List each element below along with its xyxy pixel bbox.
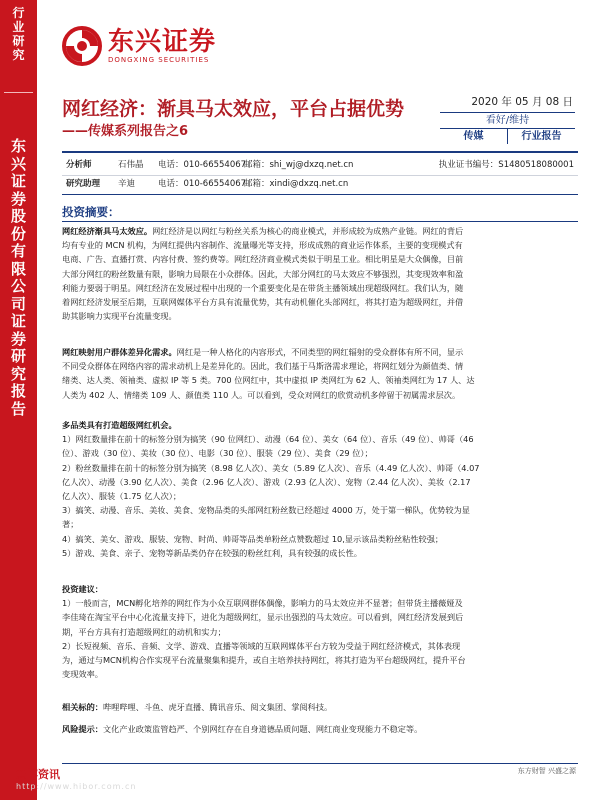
summary-heading: 投资摘要： bbox=[62, 205, 120, 219]
analyst-role: 分析师 bbox=[66, 160, 92, 170]
footer-watermark: http://www.hibor.com.cn bbox=[16, 782, 137, 791]
p2-line: 绪类、达人类、领袖类、虚拟 IP 等 5 类。700 位网红中，其中虚拟 IP 类网红为 62 人、领袖类网红为 17 人、达 bbox=[62, 375, 475, 386]
company-logo bbox=[62, 26, 216, 66]
p1-line: 着网红经济发展至后期，互联网媒体平台方具有流量优势，其有动机催化头部网红，将其打造为超级网红，并借 bbox=[62, 297, 464, 308]
p4-line: 为，通过与MCN机构合作实现平台流量聚集和提升，或自主培养扶持网红，将其打造为平台超级网红，提升平台 bbox=[62, 655, 466, 666]
p6-lead: 风险提示： bbox=[62, 724, 103, 734]
logo-en: DONGXING SECURITIES bbox=[108, 55, 210, 64]
brand-sidebar bbox=[0, 0, 37, 800]
p2-line: 人类为 402 人、情绪类 109 人、颜值类 110 人。可以看到，受众对网红的欣赏动机多停留于初属需求层次。 bbox=[62, 389, 461, 400]
sidebar-category: 行业研究 bbox=[12, 6, 25, 62]
p5-text: 哔哩哔哩、斗鱼、虎牙直播、腾讯音乐、阅文集团、掌阅科技。 bbox=[102, 702, 333, 712]
assistant-name: 辛迪 bbox=[118, 179, 136, 189]
p1-line: 网红经济是以网红与粉丝关系为核心的商业模式，并形成较为成熟产业链。网红的背后 bbox=[152, 226, 464, 236]
analyst-name: 石伟晶 bbox=[118, 160, 144, 170]
summary-heading-underline bbox=[62, 221, 578, 222]
p1-lead: 网红经济渐具马太效应。 bbox=[62, 226, 153, 236]
p1-line: 助其影响力实现平台流量变现。 bbox=[62, 311, 177, 322]
p1-line: 大部分网红的粉丝数量有限，影响力局限在小众群体。因此，大部分网红的马太效应不够强烈，其变现效率和盈 bbox=[62, 268, 464, 279]
assistant-row bbox=[62, 175, 578, 193]
report-date: 2020 年 05 月 08 日 bbox=[471, 96, 573, 108]
summary-paragraph-1 bbox=[62, 224, 578, 323]
sidebar-company-report: 东兴证券股份有限公司证券研究报告 bbox=[10, 137, 26, 418]
analyst-bottom-divider bbox=[62, 194, 578, 195]
p1-line: 电商、广告、直播打赏、内容付费、签约费等。网红经济商业模式类似于明星工业。相比明星是大众偶像，目前 bbox=[62, 254, 464, 265]
p5-lead: 相关标的： bbox=[62, 702, 103, 712]
sidebar-divider bbox=[4, 92, 33, 93]
sidebar-category-box bbox=[0, 0, 37, 86]
p4-line: 1）一般而言，MCN孵化培养的网红作为小众互联网群体偶像，影响力的马太效应并不显著；但带货主播薇娅及 bbox=[62, 598, 463, 609]
assistant-phone: 电话：010-66554067 bbox=[158, 179, 247, 189]
p3-lead: 多品类具有打造超级网红机会。 bbox=[62, 420, 177, 430]
header-divider bbox=[62, 151, 578, 153]
p3-line: 5）游戏、美食、亲子、宠物等新品类仍存在较强的粉丝红利，具有较强的成长性。 bbox=[62, 547, 362, 558]
analyst-email[interactable]: 邮箱：shi_wj@dxzq.net.cn bbox=[244, 160, 354, 170]
assistant-role: 研究助理 bbox=[66, 179, 101, 189]
p3-line: 4）搞笑、美女、游戏、服装、宠物、时尚、帅哥等品类单粉丝点赞数超过 10,显示该品类粉丝粘性较强； bbox=[62, 533, 444, 544]
p4-line: 2）长短视频、音乐、音频、文学、游戏、直播等领域的互联网媒体平台方较为受益于网红经济模式，其体表现 bbox=[62, 640, 461, 651]
p3-line: 亿人次）、服装（1.75 亿人次）； bbox=[62, 491, 182, 502]
analyst-phone: 电话：010-66554067 bbox=[158, 160, 247, 170]
analyst-cert: 执业证书编号：S1480518080001 bbox=[438, 160, 574, 170]
footer-source: 慧博资讯 bbox=[16, 768, 60, 781]
p1-line: 利能力要弱于明星。网红经济在发展过程中出现的一个重要变化是在带货主播领域出现超级网红。我们认为，随 bbox=[62, 282, 464, 293]
summary-paragraph-2 bbox=[62, 345, 578, 402]
summary-paragraph-6 bbox=[62, 722, 578, 736]
summary-paragraph-3 bbox=[62, 418, 578, 560]
p1-line: 均有专业的 MCN 机构，为网红提供内容制作、流量曝光等支持，形成成熟的商业运作体系，主要的变现模式有 bbox=[62, 240, 463, 251]
analyst-row bbox=[62, 156, 578, 174]
assistant-email[interactable]: 邮箱：xindi@dxzq.net.cn bbox=[244, 179, 349, 189]
report-title: 网红经济：渐具马太效应，平台占据优势 bbox=[62, 98, 405, 120]
p4-line: 李佳琦在淘宝平台中心化流量支持下，进化为超级网红，显示出强烈的马太效应。可以看到，网红经济发展到后 bbox=[62, 612, 464, 623]
sector-tag: 传媒 bbox=[463, 131, 484, 142]
footer-slogan: 东方财智 兴盛之源 bbox=[517, 767, 576, 775]
report-type-tag: 行业报告 bbox=[507, 129, 575, 144]
dongxing-logo-icon bbox=[62, 26, 102, 66]
report-meta bbox=[440, 94, 575, 144]
p3-line: 亿人次）、动漫（3.90 亿人次）、美食（2.96 亿人次）、游戏（2.93 亿人次）、宠物（2.44 亿人次）、美妆（2.17 bbox=[62, 476, 471, 487]
p3-line: 2）粉丝数量排在前十的标签分别为搞笑（8.98 亿人次）、美女（5.89 亿人次）、音乐（4.49 亿人次）、帅哥（4.07 bbox=[62, 462, 480, 473]
p2-line: 不同受众群体在网络内容的需求动机上是差异化的。因此，我们基于马斯洛需求理论，将网红划分为颜值类、情 bbox=[62, 361, 464, 372]
logo-cn: 东兴证券 bbox=[108, 26, 217, 57]
meta-tags bbox=[440, 129, 575, 144]
logo-text bbox=[108, 28, 216, 65]
p6-text: 文化产业政策监管趋严、个别网红存在自身道德品质问题、网红商业变现能力不稳定等。 bbox=[102, 724, 423, 734]
p2-lead: 网红映射用户群体差异化需求。 bbox=[62, 347, 177, 357]
p3-line: 1）网红数量排在前十的标签分别为搞笑（90 位网红）、动漫（64 位）、美女（64 位）、音乐（49 位）、帅哥（46 bbox=[62, 434, 474, 445]
p2-line: 网红是一种人格化的内容形式，不同类型的网红辐射的受众群体有所不同，显示 bbox=[176, 347, 464, 357]
p3-line: 3）搞笑、动漫、音乐、美妆、美食、宠物品类的头部网红粉丝数已经超过 4000 万，处于第一梯队，优势较为显 bbox=[62, 505, 470, 516]
p3-line: 著； bbox=[62, 519, 79, 530]
p4-line: 变现效率。 bbox=[62, 669, 103, 680]
p4-line: 期，平台方具有打造超级网红的动机和实力； bbox=[62, 626, 226, 637]
sidebar-company-box bbox=[0, 138, 37, 418]
report-subtitle: ——传媒系列报告之6 bbox=[62, 124, 189, 139]
footer-divider bbox=[62, 763, 578, 764]
summary-paragraph-5 bbox=[62, 700, 578, 714]
p3-line: 位）、游戏（30 位）、美妆（30 位）、电影（30 位）、服装（29 位）、美食（29 位）； bbox=[62, 448, 373, 459]
rating-badge: 看好/维持 bbox=[440, 112, 575, 129]
summary-paragraph-4 bbox=[62, 582, 578, 681]
p4-lead: 投资建议： bbox=[62, 584, 103, 594]
